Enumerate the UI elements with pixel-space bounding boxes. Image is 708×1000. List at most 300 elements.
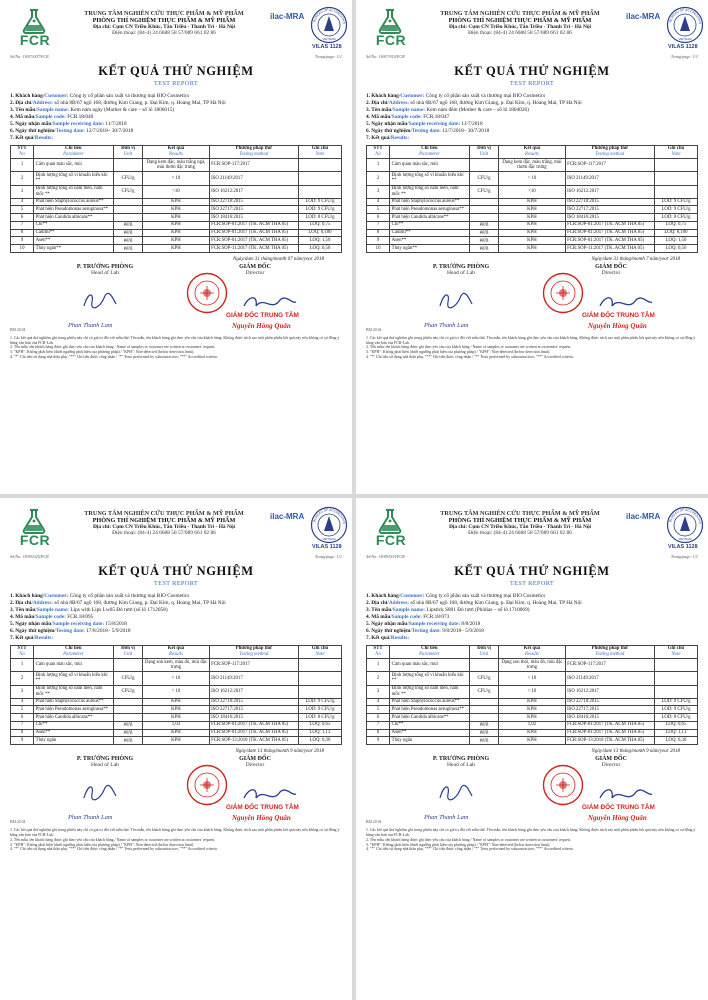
handwritten-signature-icon — [596, 292, 656, 314]
table-cell — [469, 706, 499, 714]
table-cell: 9 — [367, 237, 390, 245]
table-cell: KPH — [499, 237, 565, 245]
document-number: Số/No: 18/07/007/FCR — [10, 54, 49, 59]
table-cell: Chì** — [34, 721, 113, 729]
sample-name-value: Lips with Lips Lw05 Đỏ tươi (số lô 1712058) — [70, 606, 168, 613]
table-cell — [654, 672, 697, 685]
organization-block — [62, 510, 266, 537]
table-cell: µg/g — [113, 221, 143, 229]
customer-row: 1. Khách hàng/Customer: Công ty cổ phần sản xuất và thương mại BIO Cosmetics — [10, 93, 190, 99]
table-row — [11, 206, 342, 214]
svg-text:BUREAU OF ACCREDITATION: BUREAU OF ACCREDITATI — [312, 507, 346, 525]
sample-code-row: 4. Mã mẫu/Sample code: FCR.18/073 — [366, 613, 450, 620]
table-cell: 1,03 — [143, 721, 209, 729]
table-cell — [298, 185, 341, 198]
handwritten-signature-icon — [436, 290, 476, 312]
testing-row: 6. Ngày thử nghiệm/Testing date: 9/8/2018– 5/9/2018 — [366, 627, 484, 634]
report-notes — [366, 828, 698, 852]
handwritten-signature-icon — [240, 292, 300, 314]
table-cell: Định lượng tổng số nấm men, nấm mốc ** — [390, 685, 469, 698]
table-cell: Định lượng tổng số nấm men, nấm mốc ** — [34, 185, 113, 198]
lab-head-subtitle: Head of Lab — [91, 269, 119, 276]
testing-row: 6. Ngày thử nghiệm/Testing date: 17/8/2018– 5/9/2018 — [10, 627, 131, 634]
customer-row: 1. Khách hàng/Customer: Công ty cổ phần sản xuất và thương mại BIO Cosmetics — [366, 593, 546, 599]
sample-name-row: 3. Tên mẫu/Sample name: Lipstick S801 Đỏ tươi (Phidias – số lô 1710069) — [366, 606, 530, 613]
org-line-2: PHÒNG THÍ NGHIỆM THỰC PHẨM & MỸ PHẨM — [448, 517, 592, 525]
logo-text: FCR — [19, 532, 51, 548]
column-header: Ghi chú Note — [654, 645, 697, 658]
table-cell: µg/g — [113, 244, 143, 252]
column-header: Phương pháp thử Testing method — [209, 145, 298, 158]
table-cell: FCR:SOP-117:2017 — [209, 659, 298, 672]
report-header — [10, 506, 346, 559]
note-line: 3. "KPH": Không phát hiện (dưới ngưỡng phát hiện của phương pháp) / "KPH": Non-detected (below detection limit). — [366, 350, 551, 355]
table-cell: ISO 16212:2017 — [565, 185, 654, 198]
table-cell: µg/g — [113, 229, 143, 237]
vilas-number: VILAS 1128 — [312, 44, 342, 50]
table-cell: 10 — [11, 244, 34, 252]
table-cell: FCR:SOP-117:2017 — [209, 159, 298, 172]
table-cell: 7 — [367, 221, 390, 229]
table-cell: KPH — [143, 737, 209, 745]
table-cell: 1 — [11, 159, 34, 172]
table-cell: Thủy ngân** — [390, 244, 469, 252]
table-cell: KPH — [499, 214, 565, 222]
table-cell: Cảm quan màu sắc, mùi — [34, 659, 113, 672]
address-row: 2. Địa chỉ/Address: số nhà 8B/67 ngõ 168, đường Kim Giang, p. Đại Kim, q. Hoàng Mai, TP Hà Nội — [10, 99, 226, 106]
table-cell: KPH — [143, 244, 209, 252]
table-cell: Thủy ngân — [34, 737, 113, 745]
table-cell — [654, 185, 697, 198]
table-cell: 8 — [11, 729, 34, 737]
report-title: KẾT QUẢ THỬ NGHIỆM — [454, 564, 610, 578]
table-cell: ISO 22718:2015 — [209, 198, 298, 206]
document-number: Số/No: 18/09/025/FCR — [10, 554, 49, 559]
accreditation-seal-icon — [666, 506, 704, 544]
org-line-1: TRUNG TÂM NGHIÊN CỨU THỰC PHẨM & MỸ PHẨM — [84, 510, 244, 517]
lab-head-block — [60, 756, 150, 768]
table-cell: µg/g — [469, 737, 499, 745]
column-header: Phương pháp thử Testing method — [565, 645, 654, 658]
organization-block — [418, 510, 622, 537]
test-report-sheet-3 — [2, 500, 350, 992]
customer-value: Công ty cổ phần sản xuất và thương mại BIO Cosmetics — [425, 93, 546, 99]
table-cell — [113, 714, 143, 722]
report-date: Ngày/date 31 tháng/month 7 năm/year 2018 — [591, 256, 680, 262]
org-line-1: TRUNG TÂM NGHIÊN CỨU THỰC PHẨM & MỸ PHẨM — [84, 10, 244, 17]
accreditation-seal-icon — [310, 6, 348, 44]
ilac-mra-mark: ilac-MRA — [270, 12, 305, 21]
report-header — [366, 506, 702, 559]
director-title: GIÁM ĐỐC — [239, 263, 271, 270]
table-row — [11, 685, 342, 698]
table-row — [367, 721, 698, 729]
vilas-number: VILAS 1128 — [312, 544, 342, 550]
table-row — [367, 698, 698, 706]
column-header: Kết quả Results — [499, 645, 565, 658]
table-cell: LOQ: 0,65 — [298, 721, 341, 729]
table-cell: CFU/g — [113, 172, 143, 185]
table-row — [367, 737, 698, 745]
table-row — [11, 729, 342, 737]
director-title: GIÁM ĐỐC — [239, 755, 271, 762]
table-cell: Chì** — [390, 221, 469, 229]
sample-name-row: 3. Tên mẫu/Sample name: Lips with Lips Lw05 Đỏ tươi (số lô 1712058) — [10, 606, 168, 613]
sample-code-row: 4. Mã mẫu/Sample code: FCR.18/047 — [366, 113, 450, 120]
column-header: Kết quả Results — [143, 645, 209, 658]
signature-block — [10, 264, 342, 334]
sample-code-value: FCR.18/040 — [67, 113, 94, 120]
table-cell: FCR:SOP-01:2017 (TK. ACM THA 05) — [209, 237, 298, 245]
table-cell: KPH — [143, 729, 209, 737]
table-cell: ISO 21149:2017 — [209, 672, 298, 685]
org-address: Địa chỉ: Cụm CN Triều Khúc, Tân Triều - Thanh Trì - Hà Nội — [448, 24, 592, 31]
column-header: Chỉ tiêu Parameter — [390, 645, 469, 658]
svg-text:BUREAU OF ACCREDITATION: BUREAU OF ACCREDITATI — [668, 507, 702, 525]
customer-value: Công ty cổ phần sản xuất và thương mại BIO Cosmetics — [425, 593, 546, 599]
org-line-1: TRUNG TÂM NGHIÊN CỨU THỰC PHẨM & MỸ PHẨM — [440, 510, 600, 517]
director-subtitle: Director — [245, 269, 265, 276]
org-phone: Điện thoại: (84-4) 24 6688 58 57/089 661 02 86 — [468, 30, 572, 37]
table-cell: LOQ: 1,13 — [654, 729, 697, 737]
report-header — [10, 6, 346, 59]
table-cell: FCR:SOP-01:2017 (TK. ACM THA 05) — [565, 729, 654, 737]
svg-text:VIETNAM: VIETNAM — [322, 37, 336, 41]
table-cell: Phát hiện Candida albicans** — [34, 214, 113, 222]
report-header — [366, 6, 702, 59]
table-cell: Phát hiện Candida albicans** — [34, 714, 113, 722]
testing-value: 12/7/2018– 30/7/2018 — [442, 127, 490, 134]
lab-head-block — [416, 756, 506, 768]
report-notes — [10, 336, 342, 360]
table-cell: LOQ: 0,50 — [654, 244, 697, 252]
document-number: Số/No: 18/09/003/FCR — [366, 554, 405, 559]
table-cell: 4 — [11, 698, 34, 706]
table-cell: 2 — [11, 672, 34, 685]
table-cell: 6 — [11, 214, 34, 222]
table-cell — [469, 214, 499, 222]
table-cell: Phát hiện Staphylococcus aureus** — [34, 198, 113, 206]
red-company-stamp-icon — [542, 272, 584, 314]
table-cell: LOQ: 0,75 — [298, 221, 341, 229]
table-cell: ISO 18416:2015 — [209, 714, 298, 722]
table-cell: Phát hiện Pseudomonas aeruginosa** — [34, 706, 113, 714]
table-cell: LOD: 9 CFU/g — [298, 198, 341, 206]
table-cell: Chì** — [390, 721, 469, 729]
table-row — [11, 244, 342, 252]
org-address: Địa chỉ: Cụm CN Triều Khúc, Tân Triều - Thanh Trì - Hà Nội — [448, 524, 592, 531]
table-cell: KPH — [143, 229, 209, 237]
table-cell: 3 — [11, 185, 34, 198]
table-cell: CFU/g — [469, 185, 499, 198]
report-title: KẾT QUẢ THỬ NGHIỆM — [98, 564, 254, 578]
table-cell: FCR:SOP-01:2017 (TK. ACM THA 05) — [209, 221, 298, 229]
customer-row: 1. Khách hàng/Customer: Công ty cổ phần sản xuất và thương mại BIO Cosmetics — [366, 93, 546, 99]
table-cell: KPH — [499, 198, 565, 206]
column-header: Kết quả Results — [143, 145, 209, 158]
ilac-mra-mark: ilac-MRA — [270, 512, 305, 521]
table-cell: 6 — [367, 714, 390, 722]
lab-head-title: P. TRƯỞNG PHÒNG — [76, 263, 134, 270]
table-cell: Phát hiện Pseudomonas aeruginosa** — [390, 206, 469, 214]
table-row — [367, 214, 698, 222]
note-line: 3. "KPH": Không phát hiện (dưới ngưỡng phát hiện của phương pháp) / "KPH": Non-detected (below detection limit). — [10, 842, 195, 847]
table-cell — [298, 659, 341, 672]
table-cell: ISO 22718:2015 — [209, 698, 298, 706]
column-header: Kết quả Results — [499, 145, 565, 158]
table-cell: KPH — [499, 206, 565, 214]
table-row — [367, 729, 698, 737]
table-cell: Chì** — [34, 221, 113, 229]
table-cell: 6 — [367, 214, 390, 222]
address-value: số nhà 8B/67 ngõ 168, đường Kim Giang, p. Đại Kim, q. Hoàng Mai, TP Hà Nội — [410, 99, 582, 106]
director-name: Nguyễn Hồng Quân — [588, 813, 647, 822]
table-cell: 1,02 — [499, 721, 565, 729]
table-cell — [113, 206, 143, 214]
received-row: 5. Ngày nhận mẫu/Sample receiving date: 11/7/2018 — [10, 120, 127, 127]
ilac-mra-mark: ilac-MRA — [626, 12, 661, 21]
table-cell: CFU/g — [469, 685, 499, 698]
received-row: 5. Ngày nhận mẫu/Sample receiving date: 11/7/2018 — [366, 120, 483, 127]
svg-text:VIETNAM: VIETNAM — [678, 537, 692, 541]
table-row — [11, 221, 342, 229]
column-header: Chỉ tiêu Parameter — [390, 145, 469, 158]
column-header: Ghi chú Note — [298, 645, 341, 658]
table-row — [367, 198, 698, 206]
horizontal-divider — [0, 494, 708, 498]
table-cell: 5 — [367, 706, 390, 714]
table-cell: Dạng son kem, màu đỏ, mùi đặc trưng — [143, 659, 209, 672]
table-cell: <10 — [143, 185, 209, 198]
table-cell: 9 — [367, 737, 390, 745]
table-cell: KPH — [499, 737, 565, 745]
table-cell: ISO 21149:2017 — [565, 172, 654, 185]
table-row — [11, 706, 342, 714]
table-cell: µg/g — [469, 221, 499, 229]
table-cell: 2 — [367, 672, 390, 685]
column-header: Phương pháp thử Testing method — [565, 145, 654, 158]
report-subtitle: TEST REPORT — [153, 80, 199, 87]
table-cell — [654, 172, 697, 185]
table-cell: ISO 22718:2015 — [565, 698, 654, 706]
table-cell: FCR:SOP-01:2017 (TK. ACM THA 05) — [209, 229, 298, 237]
table-cell: FCR:SOP-13:2018 (TK. ACM THA 05) — [209, 737, 298, 745]
table-row — [11, 737, 342, 745]
table-cell: Phát hiện Staphylococcus aureus** — [34, 698, 113, 706]
sample-code-value: FCR.18/047 — [423, 113, 450, 120]
organization-block — [418, 10, 622, 37]
table-cell: LOQ: 0,50 — [298, 244, 341, 252]
table-cell: 9 — [11, 737, 34, 745]
form-code: BM.20.04 — [366, 819, 382, 824]
note-line: 3. "KPH": Không phát hiện (dưới ngưỡng phát hiện của phương pháp) / "KPH": Non-detected (below detection limit). — [10, 350, 195, 355]
table-cell: Cảm quan màu sắc, mùi — [34, 159, 113, 172]
lab-head-name: Phan Thanh Lam — [68, 813, 113, 821]
table-cell: FCR:SOP-11:2017 (TK. ACM THA 05) — [565, 244, 654, 252]
organization-block — [62, 10, 266, 37]
fcr-logo — [368, 508, 414, 548]
table-cell: Asen** — [390, 729, 469, 737]
table-row — [11, 198, 342, 206]
received-value: 11/7/2018 — [105, 120, 127, 127]
table-row — [367, 659, 698, 672]
table-cell: 1 — [11, 659, 34, 672]
table-cell: Asen** — [34, 237, 113, 245]
table-row — [11, 672, 342, 685]
stamp-role: GIÁM ĐỐC TRUNG TÂM — [226, 803, 299, 811]
form-code: BM.20.04 — [10, 327, 26, 332]
results-row: 7. Kết quả/Results: — [366, 634, 410, 641]
table-cell: ISO 21149:2017 — [565, 672, 654, 685]
table-cell: 10 — [367, 244, 390, 252]
table-cell: Định lượng tổng số nấm men, nấm mốc ** — [34, 685, 113, 698]
table-row — [367, 237, 698, 245]
org-address: Địa chỉ: Cụm CN Triều Khúc, Tân Triều - Thanh Trì - Hà Nội — [92, 524, 236, 531]
red-company-stamp-icon — [186, 272, 228, 314]
table-cell: ISO 21149:2017 — [209, 172, 298, 185]
table-cell: 5 — [11, 706, 34, 714]
table-cell: KPH — [499, 714, 565, 722]
column-header: STT No — [367, 145, 390, 158]
table-cell: 3 — [367, 685, 390, 698]
table-cell: KPH — [499, 221, 565, 229]
table-cell: < 10 — [499, 172, 565, 185]
table-cell: ISO 18416:2015 — [209, 214, 298, 222]
org-phone: Điện thoại: (84-4) 24 6688 58 57/089 661 02 86 — [112, 30, 216, 37]
table-cell: µg/g — [113, 737, 143, 745]
table-cell — [298, 685, 341, 698]
address-row: 2. Địa chỉ/Address: số nhà 8B/67 ngõ 168, đường Kim Giang, p. Đại Kim, q. Hoàng Mai, TP Hà Nội — [366, 599, 582, 606]
note-line: 3. "KPH": Không phát hiện (dưới ngưỡng phát hiện của phương pháp) / "KPH": Non-detected (below detection limit). — [366, 842, 551, 847]
director-title: GIÁM ĐỐC — [595, 755, 627, 762]
table-cell: 9 — [11, 237, 34, 245]
column-header: STT No — [11, 145, 34, 158]
report-subtitle: TEST REPORT — [153, 580, 199, 587]
table-cell — [469, 659, 499, 672]
table-cell: 3 — [367, 185, 390, 198]
table-cell: FCR:SOP-01:2017 (TK. ACM THA 05) — [565, 221, 654, 229]
column-header: Phương pháp thử Testing method — [209, 645, 298, 658]
handwritten-signature-icon — [436, 782, 476, 804]
table-cell — [469, 198, 499, 206]
table-cell: Phát hiện Staphylococcus aureus** — [390, 198, 469, 206]
table-cell: Thủy ngân — [390, 737, 469, 745]
table-cell: Thủy ngân** — [34, 244, 113, 252]
flask-logo-icon — [20, 8, 48, 34]
flask-logo-icon — [376, 508, 404, 534]
table-cell: < 10 — [143, 172, 209, 185]
table-cell: LOQ: 0,100 — [654, 229, 697, 237]
received-value: 15/8/2018 — [105, 620, 127, 627]
note-line: 4. "*" Chỉ tiêu sử dụng nhà thầu phụ, "**" Chỉ tiêu được công nhận / "*" Tests performed by subcontractors; "**" Accredited criteria. — [10, 355, 218, 360]
lab-head-block — [60, 264, 150, 276]
table-cell: LOD: 8 CFU/g — [654, 214, 697, 222]
address-value: số nhà 8B/67 ngõ 168, đường Kim Giang, p. Đại Kim, q. Hoàng Mai, TP Hà Nội — [410, 599, 582, 606]
table-cell: 1 — [367, 159, 390, 172]
table-cell: ISO 18416:2015 — [565, 214, 654, 222]
table-cell — [113, 659, 143, 672]
column-header: Chỉ tiêu Parameter — [34, 645, 113, 658]
table-row — [367, 172, 698, 185]
note-line: 1. Các kết quả thử nghiệm ghi trong phiếu này chỉ có giá trị đối với mẫu thử. Tên mẫu, tên khách hàng ghi theo yêu cầu của khách hàng. Không được trích sao một phần phiếu kết quả này nếu không có sự đồng ý bằng văn bản của FCR-Lab. — [10, 335, 340, 345]
test-report-sheet-1 — [2, 0, 350, 492]
note-line: 4. "*" Chỉ tiêu sử dụng nhà thầu phụ, "**" Chỉ tiêu được công nhận / "*" Tests performed by subcontractors; "**" Accredited criteria. — [366, 355, 574, 360]
table-cell: < 10 — [143, 685, 209, 698]
table-cell: Dạng kem đặc, màu trắng ngà, mùi thơm đặc trưng — [143, 159, 209, 172]
sample-name-value: Kem nám đêm (Mother & care – số lô 1804026) — [426, 106, 529, 113]
table-cell: 8 — [11, 229, 34, 237]
lab-head-name: Phan Thanh Lam — [424, 813, 469, 821]
table-row — [367, 159, 698, 172]
table-cell: FCR:SOP-117:2017 — [565, 659, 654, 672]
table-cell — [298, 672, 341, 685]
received-value: 8/8/2018 — [461, 620, 481, 627]
flask-logo-icon — [20, 508, 48, 534]
lab-head-name: Phan Thanh Lam — [68, 321, 113, 329]
report-subtitle: TEST REPORT — [509, 580, 555, 587]
lab-head-title: P. TRƯỞNG PHÒNG — [432, 263, 490, 270]
table-cell: LOD: 8 CFU/g — [298, 714, 341, 722]
stamp-role: GIÁM ĐỐC TRUNG TÂM — [582, 311, 655, 319]
table-cell: FCR:SOP-01:2017 (TK. ACM THA 05) — [209, 721, 298, 729]
table-cell: LOD: 9 CFU/g — [654, 706, 697, 714]
signature-block — [10, 756, 342, 826]
table-header-row — [367, 145, 698, 158]
report-info — [366, 93, 698, 142]
handwritten-signature-icon — [240, 784, 300, 806]
handwritten-signature-icon — [596, 784, 656, 806]
svg-text:BUREAU OF ACCREDITATION: BUREAU OF ACCREDITATI — [668, 7, 702, 25]
table-cell: CFU/g — [113, 685, 143, 698]
table-cell: µg/g — [469, 721, 499, 729]
report-info — [10, 93, 342, 142]
table-cell: < 10 — [143, 672, 209, 685]
director-name: Nguyễn Hồng Quân — [588, 321, 647, 330]
table-cell: 7 — [367, 721, 390, 729]
report-info — [10, 593, 342, 642]
table-cell: Phát hiện Candida albicans** — [390, 714, 469, 722]
table-cell: Asen** — [390, 237, 469, 245]
table-cell: < 10 — [499, 685, 565, 698]
table-cell — [113, 159, 143, 172]
table-cell: KPH — [143, 698, 209, 706]
handwritten-signature-icon — [80, 290, 120, 312]
customer-value: Công ty cổ phần sản xuất và thương mại BIO Cosmetics — [69, 593, 190, 599]
table-row — [367, 672, 698, 685]
table-cell: LOQ: 1,50 — [654, 237, 697, 245]
column-header: Ghi chú Note — [298, 145, 341, 158]
table-cell: ISO 22717:2015 — [209, 206, 298, 214]
lab-head-subtitle: Head of Lab — [447, 761, 475, 768]
stamp-role: GIÁM ĐỐC TRUNG TÂM — [582, 803, 655, 811]
svg-text:VIETNAM: VIETNAM — [322, 537, 336, 541]
table-cell: KPH — [143, 706, 209, 714]
table-cell: µg/g — [113, 729, 143, 737]
page-number: Trang/page: 1/1 — [314, 54, 342, 59]
table-cell: CFU/g — [469, 172, 499, 185]
red-company-stamp-icon — [542, 764, 584, 806]
report-date: Ngày/date 13 tháng/month 9 năm/year 2018 — [591, 748, 680, 754]
table-cell: 8 — [367, 229, 390, 237]
table-cell: KPH — [143, 221, 209, 229]
results-table — [10, 645, 342, 745]
table-cell: 1 — [367, 659, 390, 672]
page-number: Trang/page: 1/1 — [670, 554, 698, 559]
fcr-logo — [12, 8, 58, 48]
test-report-sheet-4 — [358, 500, 706, 992]
director-name: Nguyễn Hồng Quân — [232, 813, 291, 822]
table-cell: CFU/g — [113, 185, 143, 198]
